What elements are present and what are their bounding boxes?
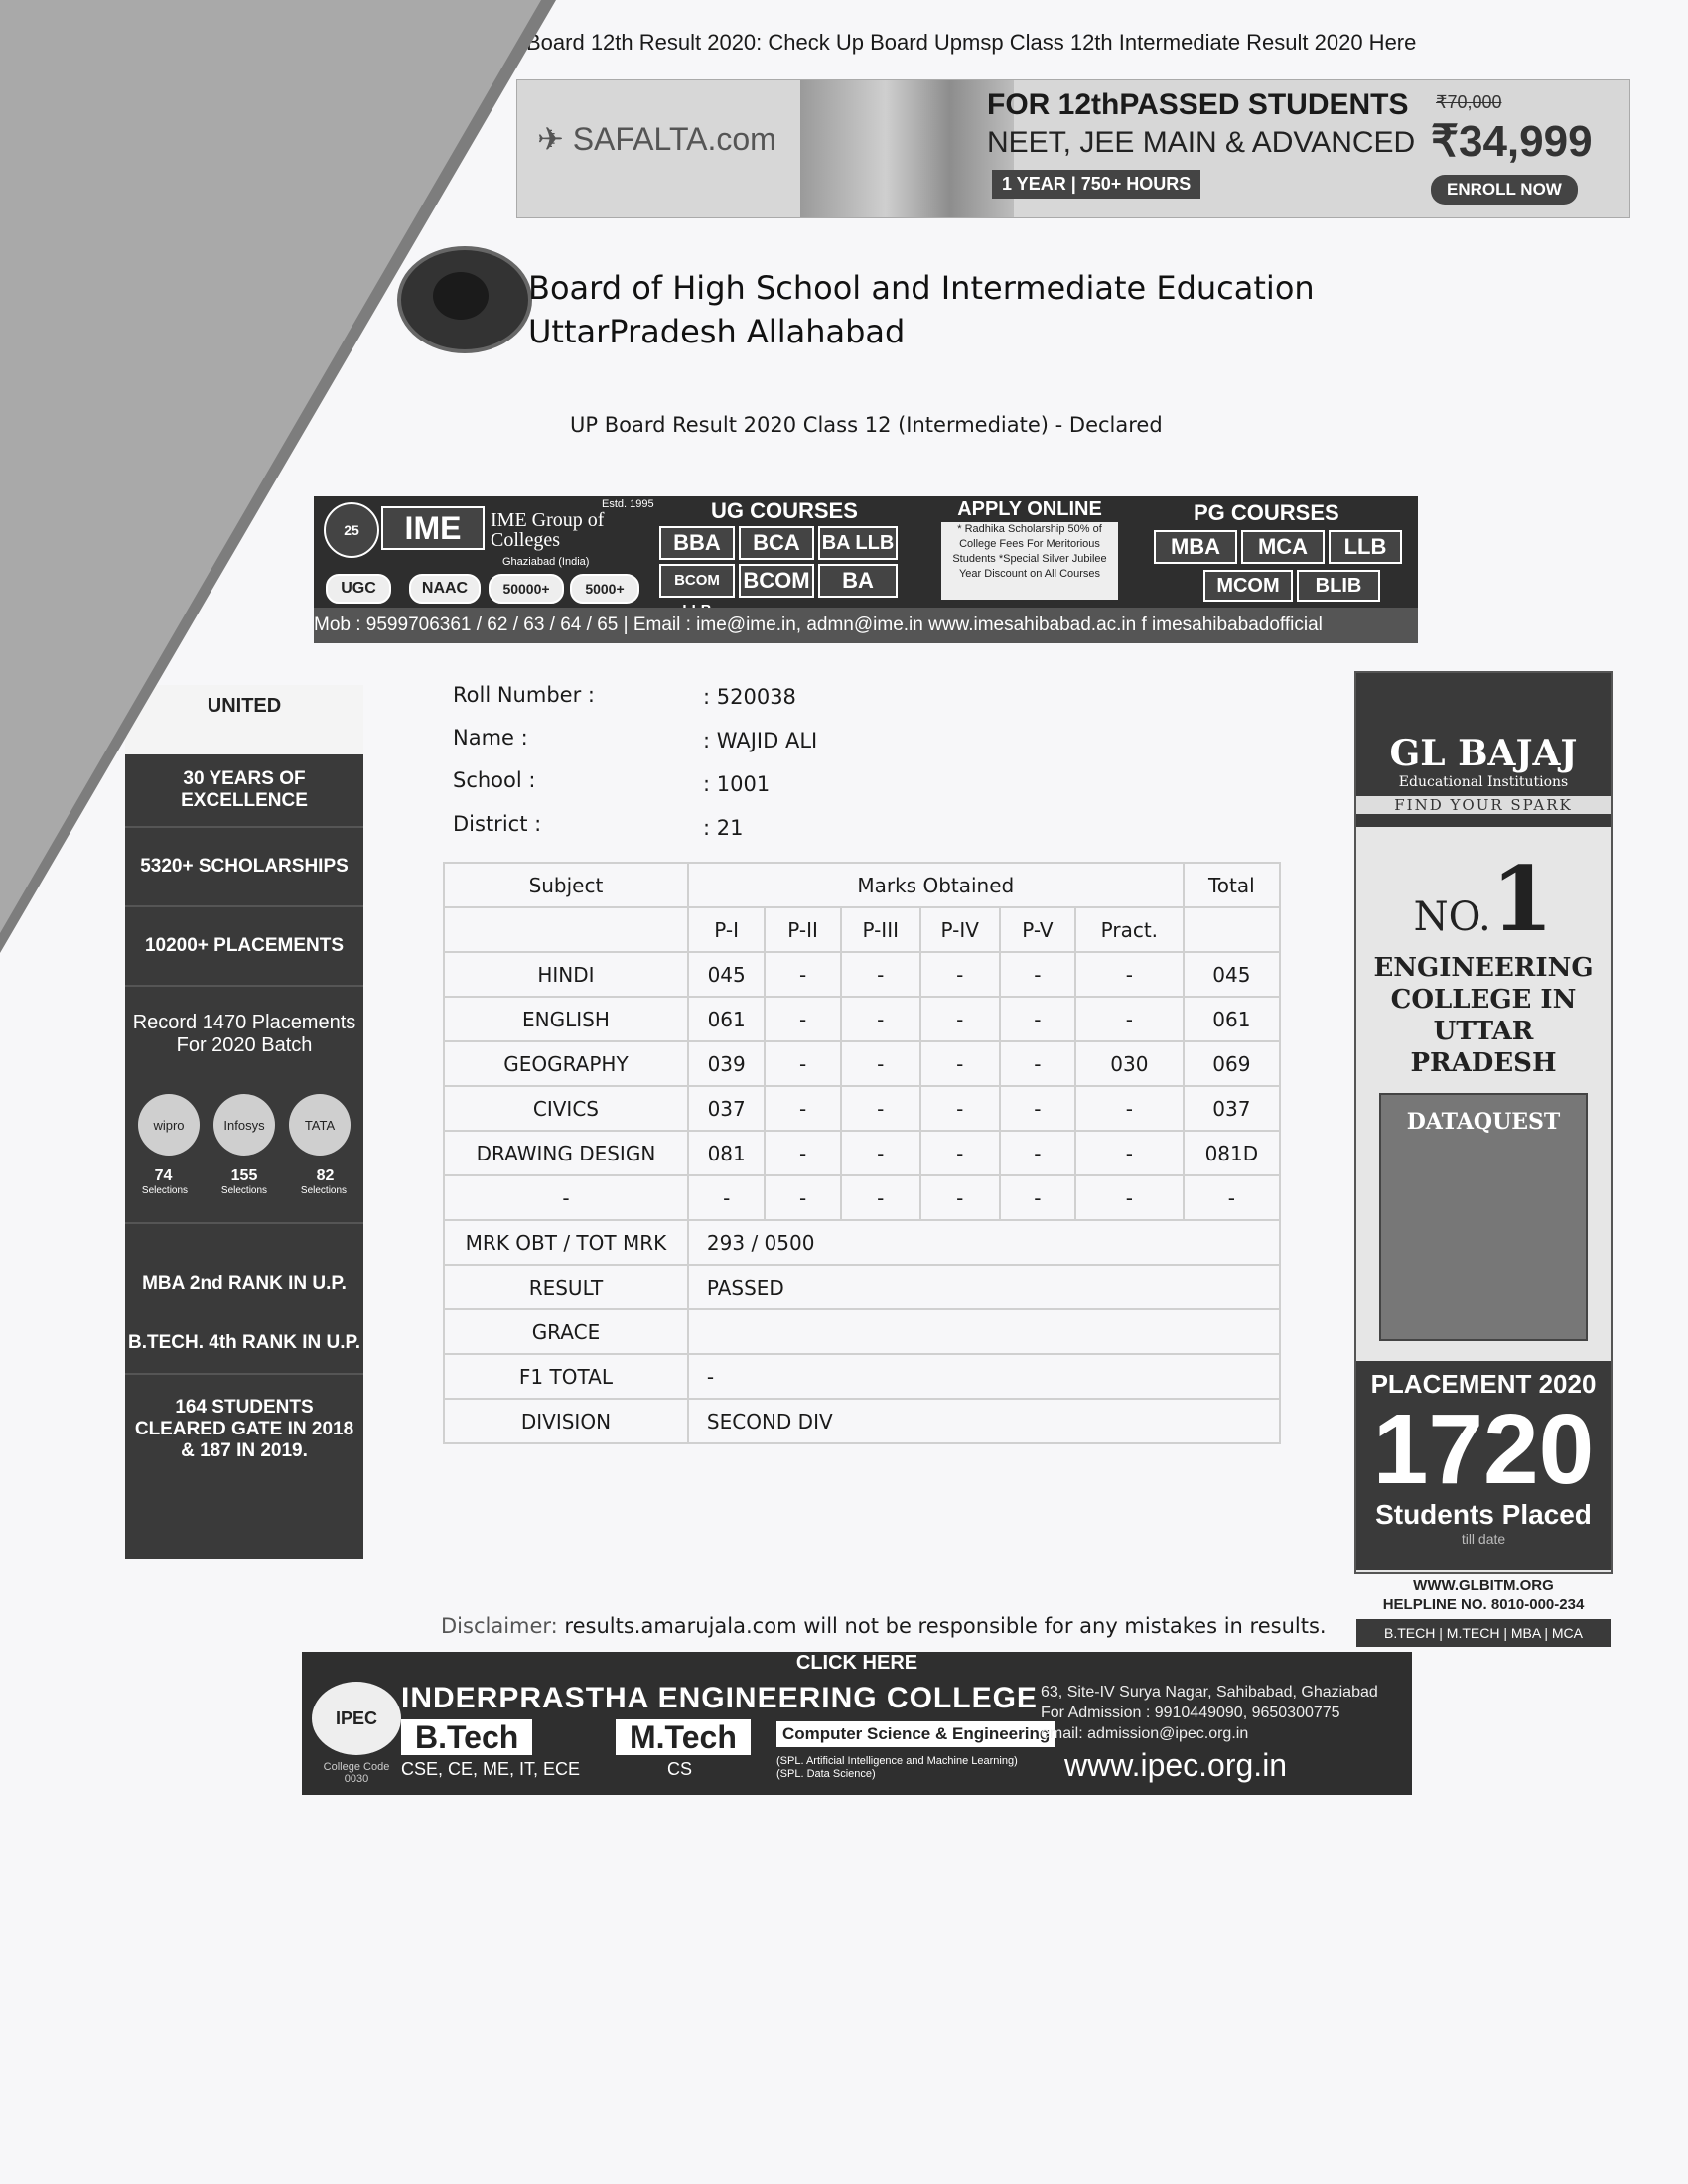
glbajaj-website[interactable]: WWW.GLBITM.ORG	[1413, 1577, 1554, 1594]
total-header: Total	[1184, 863, 1280, 907]
united-row-record: Record 1470 Placements For 2020 Batch	[132, 1012, 356, 1056]
ime-group: IME Group of Colleges	[491, 509, 605, 551]
marks-table	[443, 862, 1281, 1444]
old-price: ₹70,000	[1436, 92, 1502, 112]
course-mba: MBA	[1154, 530, 1237, 564]
ad-line-1: FOR 12thPASSED STUDENTS	[987, 88, 1409, 121]
table-row: DRAWING DESIGN 081 - - - - - 081D	[444, 1131, 1280, 1175]
glbajaj-college-claim: ENGINEERING COLLEGE IN UTTAR PRADESH	[1373, 953, 1594, 1078]
course-ballb: BA LLB	[818, 526, 898, 560]
ipec-logo-icon: IPEC	[312, 1682, 401, 1755]
district-value: : 21	[703, 816, 744, 840]
table-header-row	[444, 863, 1280, 907]
summary-row: MRK OBT / TOT MRK 293 / 0500	[444, 1220, 1280, 1265]
glbajaj-helpline: HELPLINE NO. 8010-000-234	[1382, 1596, 1585, 1613]
name-label: Name :	[453, 726, 528, 750]
ime-logo: IME	[381, 506, 485, 550]
ime-contact-bar[interactable]: Mob : 9599706361 / 62 / 63 / 64 / 65 | Email : ime@ime.in, admn@ime.in www.imesahibabad.ac.in f imesahibabadofficial	[314, 608, 1418, 643]
page-fold	[0, 0, 541, 933]
safalta-ad-banner[interactable]	[516, 79, 1630, 218]
paper-plane-icon: ✈	[537, 121, 564, 157]
glbajaj-programs: B.TECH | M.TECH | MBA | MCA	[1356, 1619, 1611, 1647]
dataquest-magazine-image: DATAQUEST	[1379, 1093, 1588, 1341]
summary-row: RESULT PASSED	[444, 1265, 1280, 1309]
students-badge: 5000+	[570, 574, 639, 604]
tata-logo-icon: TATA	[289, 1094, 351, 1156]
company-logos	[125, 1082, 363, 1167]
ime-est: Estd. 1995	[602, 498, 654, 510]
school-label: School :	[453, 768, 536, 792]
table-row: - - - - - - - -	[444, 1175, 1280, 1220]
glbajaj-header	[1356, 673, 1611, 827]
board-title: Board of High School and Intermediate Education UttarPradesh Allahabad	[528, 269, 1315, 350]
united-row-mba-rank: MBA 2nd RANK IN U.P.	[142, 1273, 347, 1294]
united-row-excellence: 30 YEARS OF EXCELLENCE	[125, 754, 363, 828]
marks-obtained-header: Marks Obtained	[688, 863, 1184, 907]
table-row: GEOGRAPHY 039 - - - - 030 069	[444, 1041, 1280, 1086]
ipec-college-code: College Code 0030	[323, 1761, 390, 1785]
ipec-ad-banner[interactable]	[302, 1652, 1412, 1795]
cse-badge: Computer Science & Engineering	[776, 1721, 1055, 1747]
enroll-now-button[interactable]: ENROLL NOW	[1431, 175, 1578, 205]
ugc-badge: UGC	[326, 574, 391, 604]
course-bcom: BCOM	[739, 564, 814, 598]
selection-counts	[125, 1167, 363, 1185]
naac-badge: NAAC	[409, 574, 481, 604]
article-headline[interactable]: Board 12th Result 2020: Check Up Board Upmsp Class 12th Intermediate Result 2020 Here	[526, 30, 1417, 55]
apply-details: * Radhika Scholarship 50% of College Fees For Meritorious Students *Special Silver Jubilee Year Discount on All Courses	[941, 522, 1118, 600]
safalta-logo: ✈ SAFALTA.com	[537, 121, 776, 157]
table-row: ENGLISH 061 - - - - - 061	[444, 997, 1280, 1041]
course-ba: BA	[818, 564, 898, 598]
infosys-logo-icon: Infosys	[213, 1094, 275, 1156]
mtech-badge: M.Tech	[616, 1719, 751, 1755]
united-row-placements: 10200+ PLACEMENTS	[125, 907, 363, 987]
wipro-logo-icon: wipro	[138, 1094, 200, 1156]
table-subheader-row	[444, 907, 1280, 952]
price: ₹34,999	[1431, 117, 1593, 166]
glbajaj-ad-banner[interactable]	[1354, 671, 1613, 1641]
result-subtitle: UP Board Result 2020 Class 12 (Intermediate) - Declared	[570, 413, 1163, 437]
btech-badge: B.Tech	[401, 1719, 532, 1755]
summary-row: GRACE	[444, 1309, 1280, 1354]
ime-25-years-icon: 25	[324, 502, 379, 558]
students-photo	[800, 80, 1014, 217]
click-here-link[interactable]: CLICK HERE	[795, 1652, 918, 1674]
col-p3: P-III	[841, 907, 920, 952]
glbajaj-rank: NO.1	[1413, 847, 1554, 952]
ad-line-2: NEET, JEE MAIN & ADVANCED	[987, 126, 1416, 159]
ug-courses-heading: UG COURSES	[711, 498, 858, 523]
ad-line-3: 1 YEAR | 750+ HOURS	[992, 170, 1200, 199]
roll-number-value: : 520038	[703, 685, 796, 709]
spl-specializations: (SPL. Artificial Intelligence and Machine Learning) (SPL. Data Science)	[776, 1755, 1018, 1780]
course-bcomllb: BCOM	[659, 564, 735, 598]
district-label: District :	[453, 812, 542, 836]
ipec-name: INDERPRASTHA ENGINEERING COLLEGE	[401, 1682, 1038, 1714]
course-bca: BCA	[739, 526, 814, 560]
col-p4: P-IV	[920, 907, 1000, 952]
ime-location: Ghaziabad (India)	[502, 556, 590, 568]
col-p1: P-I	[688, 907, 766, 952]
col-p2: P-II	[765, 907, 840, 952]
mtech-branches: CS	[667, 1759, 693, 1779]
school-value: : 1001	[703, 772, 771, 796]
course-llb: LLB	[1329, 530, 1402, 564]
infosys-count: 155	[230, 1167, 258, 1184]
col-pract: Pract.	[1075, 907, 1184, 952]
ipec-contact: 63, Site-IV Surya Nagar, Sahibabad, Ghaziabad For Admission : 9910449090, 9650300775 email: admission@ipec.org.in	[1041, 1684, 1378, 1742]
course-blib: BLIB	[1297, 570, 1380, 602]
summary-row: DIVISION SECOND DIV	[444, 1399, 1280, 1443]
selection-labels: Selections Selections Selections	[125, 1185, 363, 1224]
united-row-gate: 164 STUDENTS CLEARED GATE IN 2018 & 187 IN 2019.	[134, 1397, 354, 1461]
name-value: : WAJID ALI	[703, 729, 818, 752]
wipro-count: 74	[154, 1167, 173, 1184]
subject-header: Subject	[444, 863, 688, 907]
col-p5: P-V	[1000, 907, 1075, 952]
glbajaj-spark: FIND YOUR SPARK	[1356, 796, 1611, 814]
apply-online-heading[interactable]: APPLY ONLINE	[957, 498, 1102, 520]
glbajaj-placement: PLACEMENT 2020 1720 Students Placed till date	[1356, 1361, 1611, 1570]
united-row-scholarships: 5320+ SCHOLARSHIPS	[125, 828, 363, 907]
tata-count: 82	[316, 1167, 335, 1184]
united-logo: UNITED	[125, 685, 363, 754]
glbajaj-tagline: Educational Institutions	[1398, 774, 1569, 790]
course-mca: MCA	[1241, 530, 1325, 564]
ipec-website[interactable]: www.ipec.org.in	[1064, 1747, 1288, 1783]
table-row: CIVICS 037 - - - - - 037	[444, 1086, 1280, 1131]
pg-courses-heading: PG COURSES	[1194, 500, 1339, 525]
table-row: HINDI 045 - - - - - 045	[444, 952, 1280, 997]
disclaimer: Disclaimer: results.amarujala.com will not be responsible for any mistakes in results.	[441, 1614, 1327, 1638]
course-bba: BBA	[659, 526, 735, 560]
alumni-badge: 50000+	[489, 574, 564, 604]
glbajaj-name: GL BAJAJ	[1389, 733, 1578, 774]
roll-number-label: Roll Number :	[453, 683, 595, 707]
united-row-btech-rank: B.TECH. 4th RANK IN U.P.	[125, 1313, 363, 1375]
btech-branches: CSE, CE, ME, IT, ECE	[401, 1759, 581, 1779]
partial-logo-text: us	[395, 117, 443, 158]
course-mcom: MCOM	[1203, 570, 1293, 602]
summary-row: F1 TOTAL -	[444, 1354, 1280, 1399]
